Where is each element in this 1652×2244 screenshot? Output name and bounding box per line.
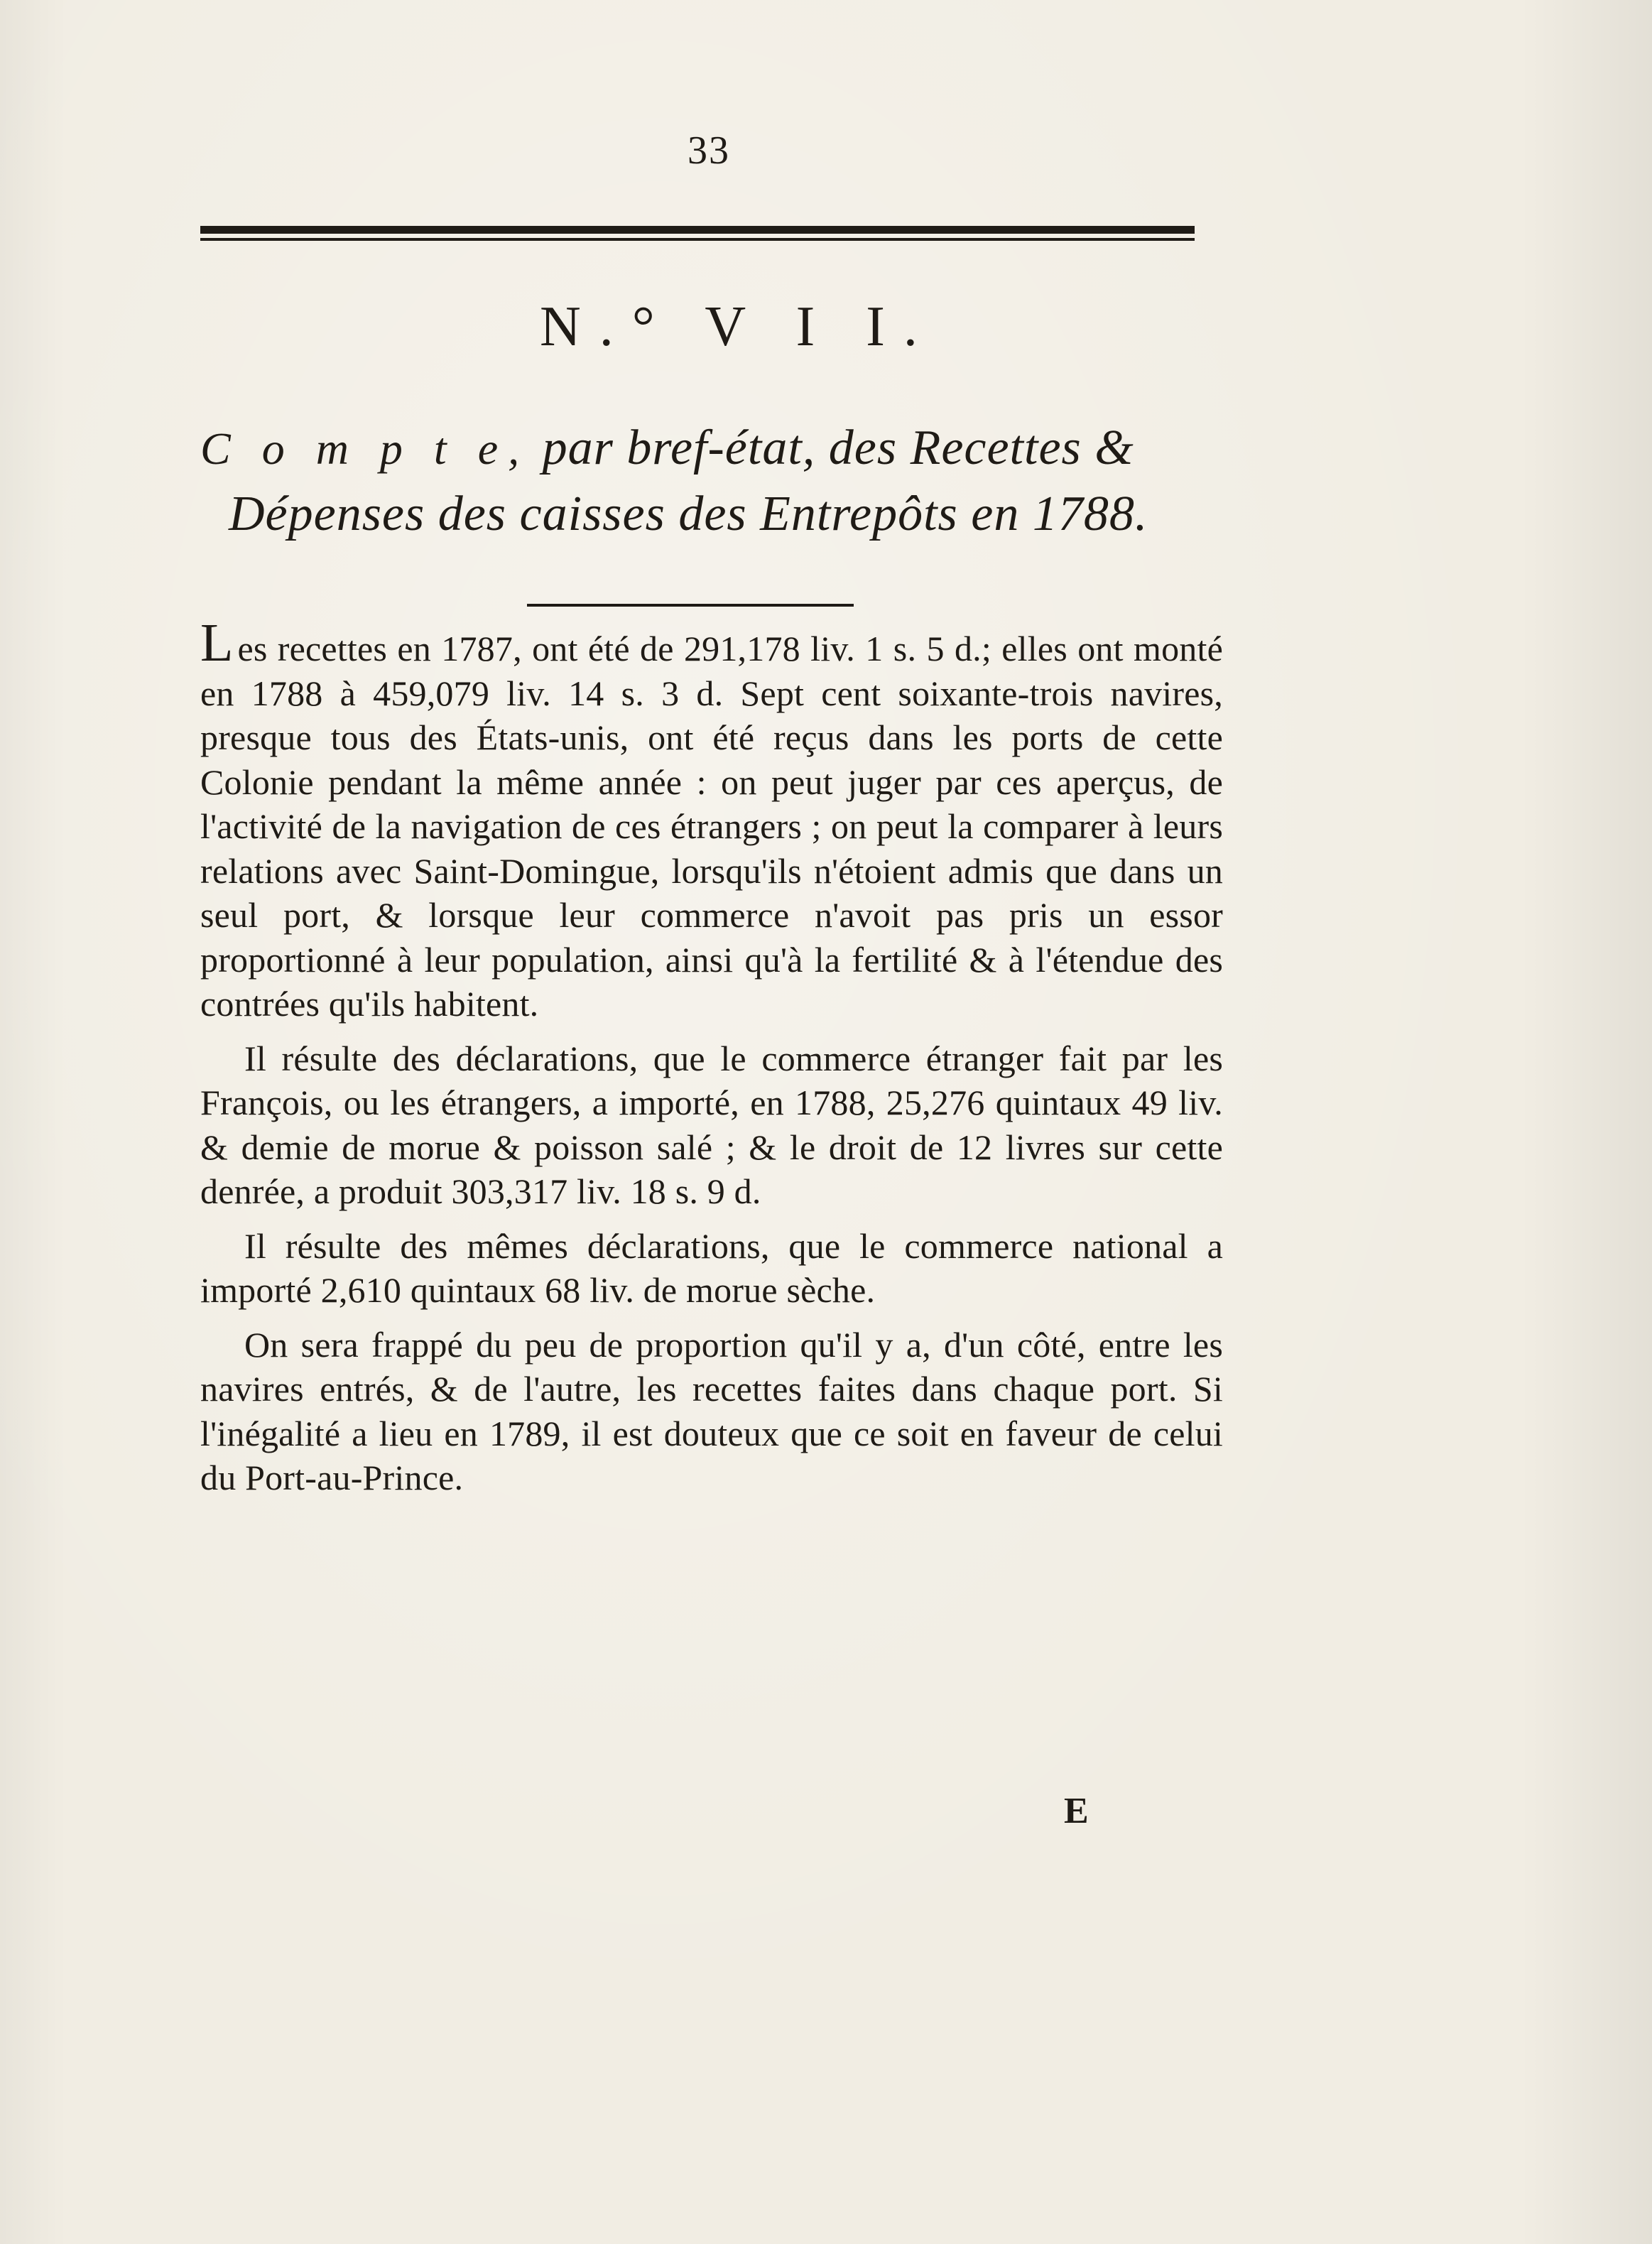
double-rule-divider (200, 226, 1195, 243)
thin-rule (200, 238, 1195, 241)
section-title (200, 416, 1223, 547)
thick-rule (200, 226, 1195, 234)
paragraph-2: Il résulte des déclarations, que le commerce étranger fait par les François, ou les étrangers, a importé, en 1788, 25,276 quintaux 49 liv. & demie de morue & poisson salé ; & le droit de 12 livres sur cette denrée, a produit 303,317 liv. 18 s. 9 d. (200, 1038, 1223, 1211)
paragraph-4: On sera frappé du peu de proportion qu'il y a, d'un côté, entre les navires entrés, & de l'autre, les recettes faites dans chaque port. Si l'inégalité a lieu en 1789, il est douteux que ce soit en faveur de celui du Port-au-Prince. (200, 1324, 1223, 1497)
section-number: N.° V I I. (540, 296, 936, 358)
catchword-signature: E (1064, 1791, 1089, 1831)
page-number: 33 (688, 129, 730, 173)
title-line-2: Dépenses des caisses des Entrepôts en 1788. (229, 487, 1148, 541)
body-text (200, 613, 1223, 1510)
paragraph-3: Il résulte des mêmes déclarations, que le commerce national a importé 2,610 quintaux 68 liv. de morue sèche. (200, 1225, 1223, 1310)
paragraph-1 (200, 613, 1223, 1026)
paragraph-1-text: es recettes en 1787, ont été de 291,178 liv. 1 s. 5 d.; elles ont monté en 1788 à 459,079 liv. 14 s. 3 d. Sept cent soixante-trois navires, presque tous des États-unis, ont été reçus dans les ports de cette Colonie pendant la même année : on peut juger par ces aperçus, de l'activité de la navigation de ces étrangers ; on peut la comparer à leurs relations avec Saint-Domingue, lorsqu'ils n'étoient admis que dans un seul port, & lorsque leur commerce n'avoit pas pris un essor proportionné à leur population, ainsi qu'à la fertilité & à l'étendue des contrées qu'ils habitent. (200, 629, 1223, 1024)
title-line-1 (200, 416, 1223, 482)
short-rule-divider (527, 604, 854, 607)
title-line-1-rest: par bref-état, des Recettes & (529, 421, 1134, 475)
drop-cap: L (200, 613, 238, 673)
title-lead: C o m p t e, (200, 423, 530, 474)
